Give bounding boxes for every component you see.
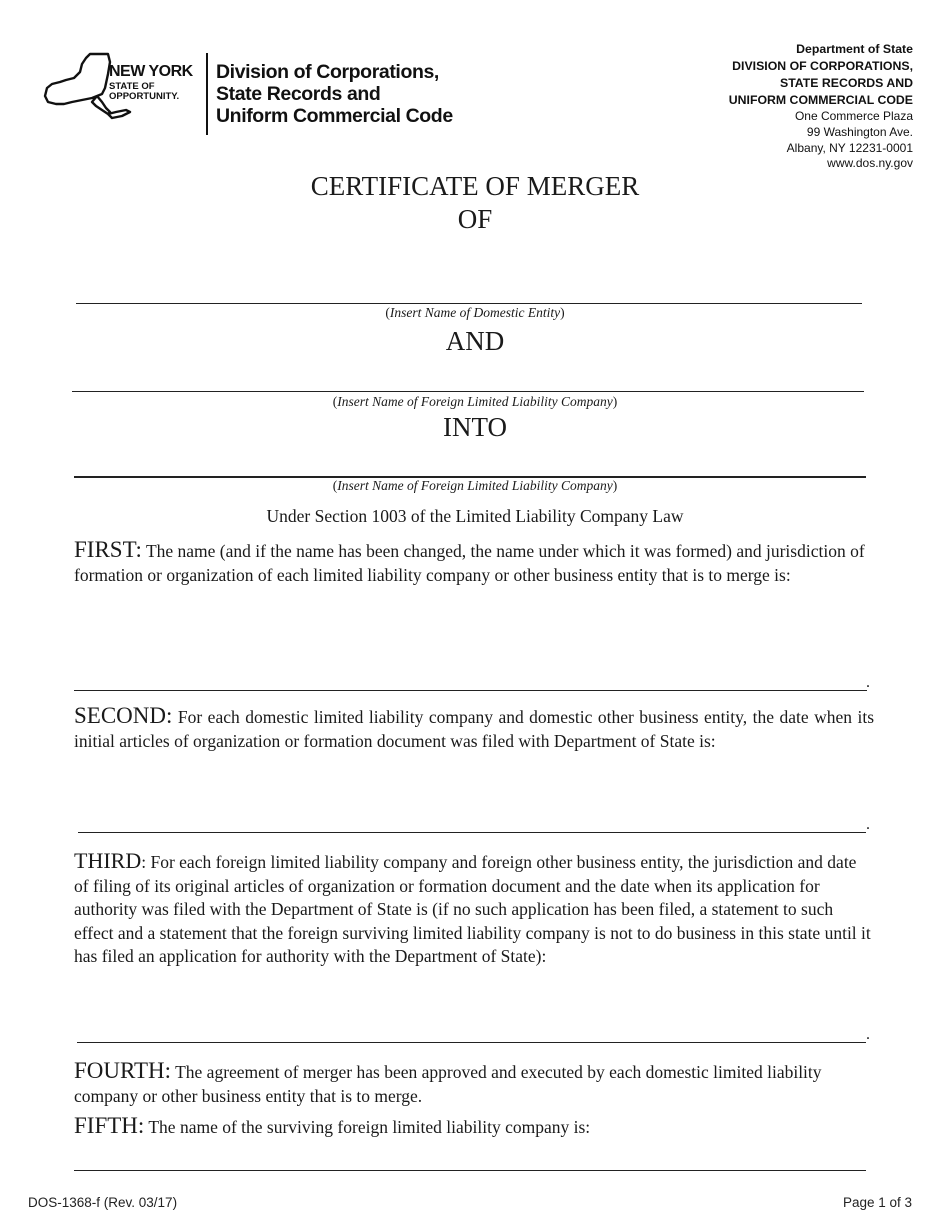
section-second-text: For each domestic limited liability company and domestic other business entity, the date when its initial articles of organization or formation document was filed with Department of State is: bbox=[74, 707, 875, 751]
and-label: AND bbox=[445, 326, 505, 356]
address-website: www.dos.ny.gov bbox=[827, 156, 913, 170]
section-second bbox=[74, 704, 874, 753]
section-fourth-label: FOURTH: bbox=[74, 1058, 172, 1083]
section-third-label: THIRD bbox=[74, 848, 142, 873]
address-city: Albany, NY 12231-0001 bbox=[786, 141, 913, 155]
section-third-line-end: . bbox=[866, 1026, 870, 1043]
division-name-line3: Uniform Commercial Code bbox=[216, 105, 453, 127]
section-fifth bbox=[74, 1114, 874, 1140]
address-department: Department of State bbox=[796, 42, 913, 56]
into-label: INTO bbox=[443, 412, 507, 442]
section-fifth-label: FIFTH: bbox=[74, 1113, 145, 1138]
section-fifth-text: The name of the surviving foreign limited liability company is: bbox=[148, 1117, 591, 1137]
form-id: DOS-1368-f (Rev. 03/17) bbox=[28, 1195, 178, 1210]
section-third-answer-line[interactable] bbox=[77, 1042, 866, 1043]
domestic-entity-name-line[interactable] bbox=[76, 303, 862, 304]
address-division-line1: DIVISION OF CORPORATIONS, bbox=[732, 59, 913, 73]
document-title-of: OF bbox=[457, 204, 493, 234]
section-third bbox=[74, 849, 874, 969]
surviving-llc-caption: (Insert Name of Foreign Limited Liability Company) bbox=[332, 478, 618, 493]
section-third-colon: : bbox=[141, 852, 147, 872]
domestic-entity-caption: (Insert Name of Domestic Entity) bbox=[385, 305, 565, 320]
section-second-line-end: . bbox=[866, 816, 870, 833]
section-third-text: For each foreign limited liability company and foreign other business entity, the jurisdiction and date of filing of its original articles of organization or formation document and the date when its application for authority was filed with the Department of State is (if no such application has been filed, a statement to such effect and a statement that the foreign surviving limited liability company is not to do business in this state until it has filed an application for authority with the Department of State): bbox=[74, 852, 871, 966]
section-second-label: SECOND: bbox=[74, 703, 173, 728]
division-name-line1: Division of Corporations, bbox=[216, 61, 439, 83]
address-street1: One Commerce Plaza bbox=[794, 109, 913, 123]
section-first-label: FIRST: bbox=[74, 537, 142, 562]
section-first-text: The name (and if the name has been changed, the name under which it was formed) and jurisdiction of formation or organization of each limited liability company or other business entity that is to merge is: bbox=[74, 541, 865, 585]
section-fourth bbox=[74, 1059, 870, 1108]
section-first-line-end: . bbox=[866, 674, 870, 691]
document-title: CERTIFICATE OF MERGER bbox=[310, 171, 640, 201]
section-fifth-answer-line[interactable] bbox=[74, 1170, 866, 1171]
page-number: Page 1 of 3 bbox=[842, 1195, 912, 1210]
address-street2: 99 Washington Ave. bbox=[806, 125, 913, 139]
logo-tagline-line2: OPPORTUNITY. bbox=[109, 91, 180, 102]
foreign-llc-caption: (Insert Name of Foreign Limited Liability Company) bbox=[332, 394, 618, 409]
foreign-llc-name-line[interactable] bbox=[72, 391, 864, 392]
logo-divider bbox=[206, 53, 208, 135]
section-first bbox=[74, 538, 874, 587]
section-second-answer-line[interactable] bbox=[78, 832, 866, 833]
section-fourth-text: The agreement of merger has been approved and executed by each domestic limited liability company or other business entity that is to merge. bbox=[74, 1062, 822, 1106]
section-first-answer-line[interactable] bbox=[74, 690, 867, 691]
address-division-line3: UNIFORM COMMERCIAL CODE bbox=[728, 93, 913, 107]
logo-state-name: NEW YORK bbox=[109, 63, 193, 80]
division-name-line2: State Records and bbox=[216, 83, 381, 105]
logo-tagline-line1: STATE OF bbox=[109, 81, 155, 92]
address-division-line2: STATE RECORDS AND bbox=[780, 76, 913, 90]
statute-reference: Under Section 1003 of the Limited Liability Company Law bbox=[266, 506, 684, 526]
